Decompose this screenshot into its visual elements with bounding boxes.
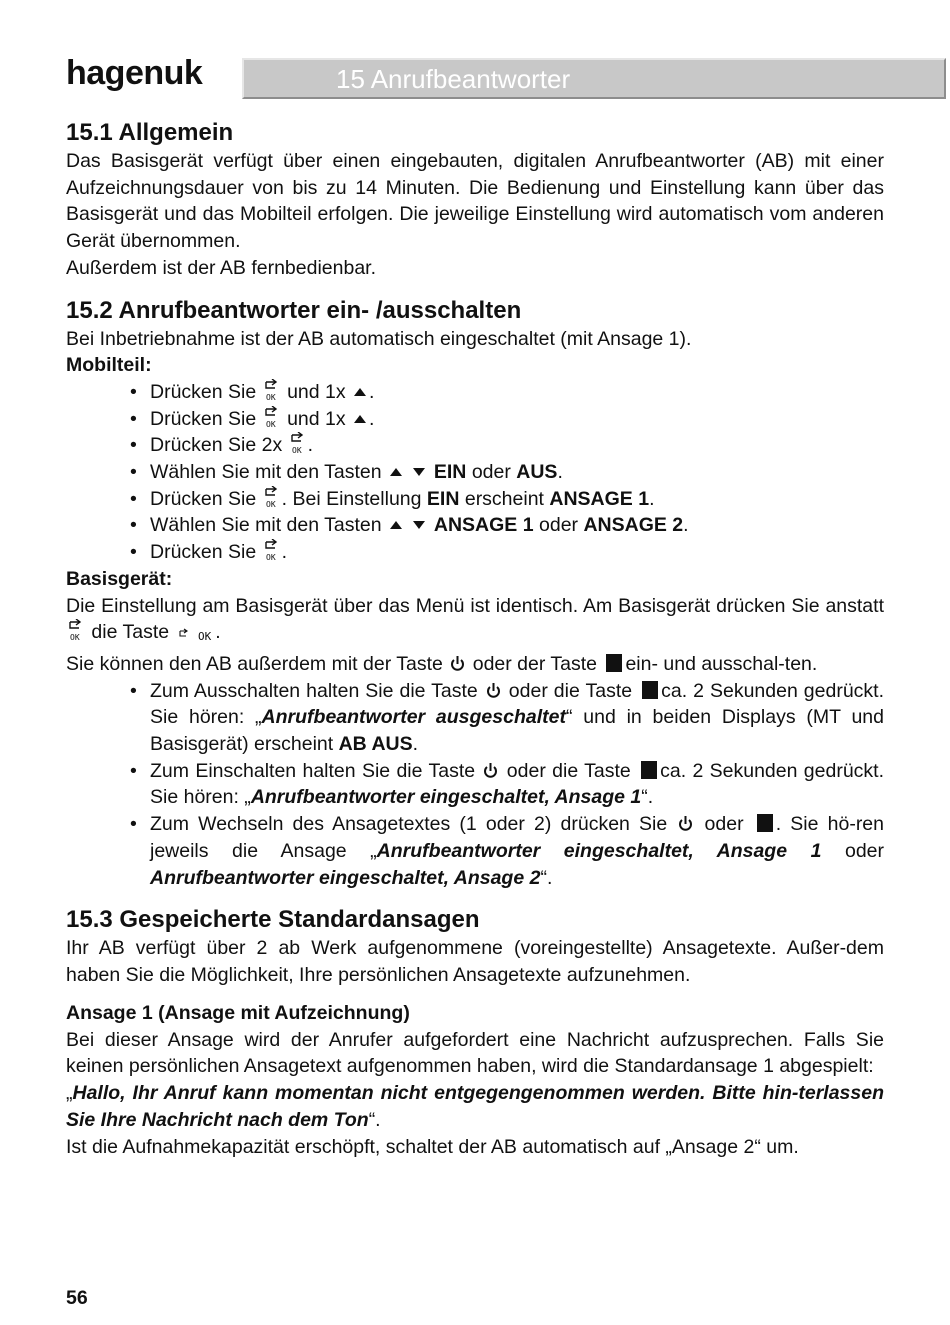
menu-ok-key-icon: [263, 406, 281, 430]
stop-square-icon: [642, 681, 658, 699]
brand-logo: [66, 58, 226, 98]
svg-text:OK: OK: [265, 419, 276, 429]
list-item: • Drücken Sie OK . Bei Einstellung EIN erscheint ANSAGE 1.: [130, 486, 884, 513]
power-icon: [678, 813, 693, 831]
list-item: • Zum Wechseln des Ansagetextes (1 oder 2) drücken Sie oder . Sie hö-ren jeweils die Ansage „Anrufbeantworter eingeschaltet, Ansage 1 oder Anrufbeantworter eingeschaltet, Ansage 2“.: [130, 811, 884, 891]
basisgeraet-info-list: [66, 678, 884, 892]
section-title-allgemein: 15.1 Allgemein: [66, 119, 234, 146]
paragraph-ansage-1: Bei dieser Ansage wird der Anrufer aufgefordert eine Nachricht aufzusprechen. Falls Sie keinen persönlichen Ansagetext aufgenommen haben, wird die Standardansage 1 abgespielt:: [66, 1028, 884, 1078]
list-item: • Zum Ausschalten halten Sie die Taste oder die Taste ca. 2 Sekunden gedrückt. Sie hören: „Anrufbeantworter ausgeschaltet“ und in beiden Displays (MT und Basisgerät) erscheint AB AUS.: [130, 678, 884, 758]
page-number: 56: [66, 1287, 88, 1309]
power-icon: [483, 760, 498, 778]
menu-ok-key-icon: [263, 539, 281, 563]
section-title-ein-ausschalten: 15.2 Anrufbeantworter ein- /ausschalten: [66, 296, 522, 324]
menu-ok-key-icon: [263, 486, 281, 510]
stop-square-icon: [757, 814, 773, 832]
svg-text:OK: OK: [265, 392, 276, 402]
paragraph-ansagetexte: Ihr AB verfügt über 2 ab Werk aufgenommene (voreingestellte) Ansagetexte. Außer-dem haben Sie die Möglichkeit, Ihre persönlichen Ansagetexte aufzunehmen.: [66, 937, 884, 986]
svg-text:OK: OK: [265, 553, 276, 563]
menu-ok-key-icon: [263, 379, 281, 403]
svg-text:OK: OK: [70, 633, 80, 643]
chapter-header-bar: [242, 58, 946, 99]
mobilteil-steps-list: [66, 379, 884, 566]
list-item: • Drücken Sie OK .: [130, 539, 884, 566]
paragraph-basisgeraet-tasten: Sie können den AB außerdem mit der Taste oder der Taste ein- und ausschal-ten.: [66, 652, 818, 675]
list-item: • Drücken Sie OK und 1x .: [130, 379, 884, 406]
list-item: • Wählen Sie mit den Tasten ANSAGE 1 oder ANSAGE 2.: [130, 512, 884, 539]
chapter-title: 15 Anrufbeantworter: [336, 64, 571, 94]
stop-square-icon: [606, 654, 622, 672]
page-content: [66, 118, 884, 1160]
triangle-down-icon: [412, 512, 426, 524]
svg-text:OK: OK: [265, 499, 276, 509]
list-item: • Wählen Sie mit den Tasten EIN oder AUS.: [130, 459, 884, 486]
label-basisgeraet: Basisgerät:: [66, 567, 173, 590]
triangle-up-icon: [353, 406, 367, 418]
base-menu-ok-key-icon: OK: [179, 621, 212, 651]
paragraph-fernbedienbar: Außerdem ist der AB fernbedienbar.: [66, 256, 377, 279]
triangle-up-icon: [389, 459, 403, 471]
triangle-up-icon: [353, 379, 367, 391]
list-item: • Drücken Sie 2x OK .: [130, 432, 884, 459]
paragraph-basisgeraet-menu: Die Einstellung am Basisgerät über das Menü ist identisch. Am Basisgerät drücken Sie anstatt OK die Taste OK .: [66, 593, 884, 651]
stop-square-icon: [641, 761, 657, 779]
label-mobilteil: Mobilteil:: [66, 354, 152, 377]
svg-text:hagenuk: hagenuk: [66, 58, 203, 92]
list-item: • Drücken Sie OK und 1x .: [130, 406, 884, 433]
paragraph-allgemein: Das Basisgerät verfügt über einen eingebauten, digitalen Anrufbeantworter (AB) mit einer Aufzeichnungsdauer von bis zu 14 Minuten. Die Bedienung und Einstellung kann über das Basisgerät und das Mobilteil erfolgen. Die jeweilige Einstellung wird automatisch vom anderen Gerät übernommen.: [66, 150, 884, 253]
svg-text:OK: OK: [291, 446, 302, 456]
menu-ok-key-icon: [67, 619, 85, 643]
list-item: • Zum Einschalten halten Sie die Taste oder die Taste ca. 2 Sekunden gedrückt. Sie hören: „Anrufbeantworter eingeschaltet, Ansage 1“.: [130, 758, 884, 811]
triangle-down-icon: [412, 459, 426, 471]
subsection-title-ansage-1: Ansage 1 (Ansage mit Aufzeichnung): [66, 1001, 410, 1024]
paragraph-inbetriebnahme: Bei Inbetriebnahme ist der AB automatisch eingeschaltet (mit Ansage 1).: [66, 327, 692, 350]
triangle-up-icon: [389, 512, 403, 524]
section-title-standardansagen: 15.3 Gespeicherte Standardansagen: [66, 906, 480, 934]
paragraph-ansage-quote: „Hallo, Ihr Anruf kann momentan nicht entgegengenommen werden. Bitte hin-terlassen Sie Ihre Nachricht nach dem Ton“.: [66, 1082, 884, 1131]
power-icon: [450, 653, 465, 671]
power-icon: [486, 680, 501, 698]
paragraph-aufnahmekapazitaet: Ist die Aufnahmekapazität erschöpft, schaltet der AB automatisch auf „Ansage 2“ um.: [66, 1135, 799, 1158]
menu-ok-key-icon: [289, 432, 307, 456]
